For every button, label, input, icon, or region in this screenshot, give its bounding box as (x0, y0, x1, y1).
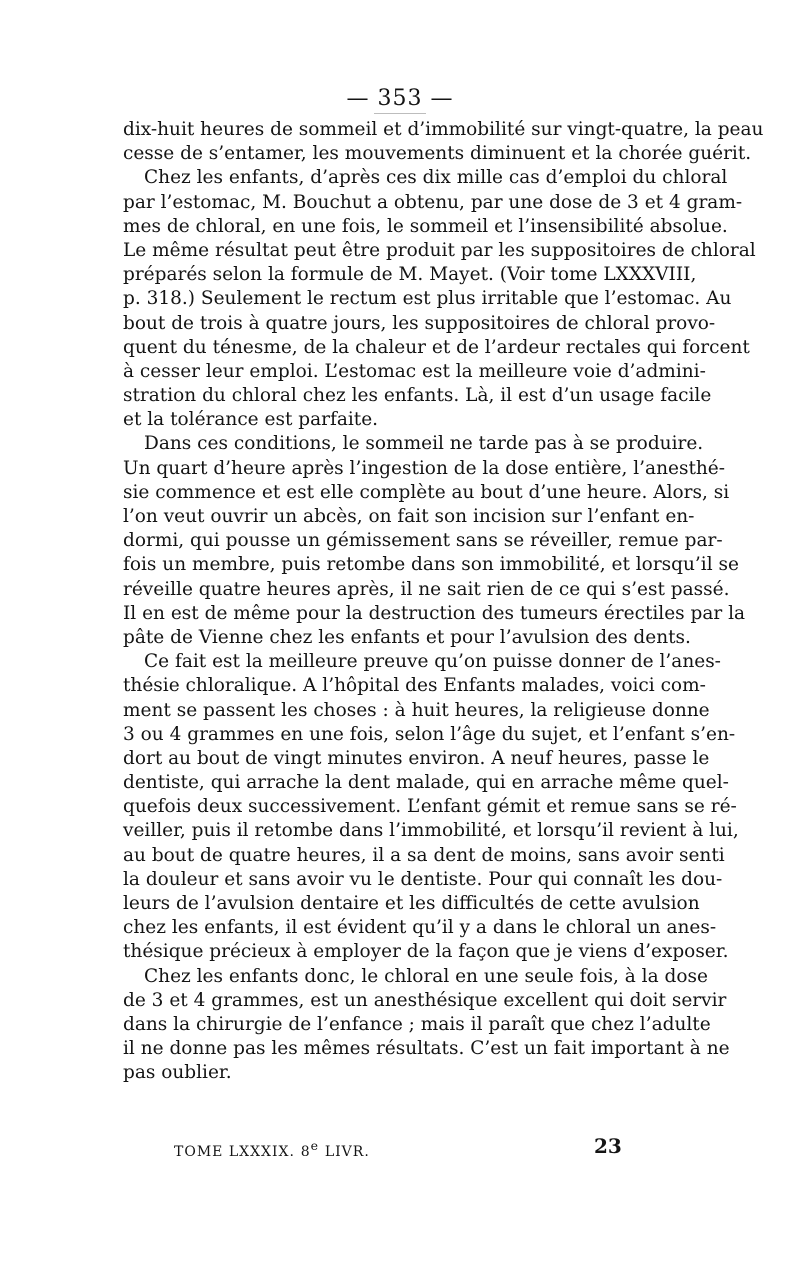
text-line: 3 ou 4 grammes en une fois, selon l’âge du sujet, et l’enfant s’en- (123, 723, 736, 745)
text-line: thésie chloralique. A l’hôpital des Enfants malades, voici com- (123, 675, 706, 697)
text-line: quent du ténesme, de la chaleur et de l’ardeur rectales qui forcent (123, 336, 750, 358)
signature-livr-number: 8 (300, 1144, 311, 1160)
text-line: l’on veut ouvrir un abcès, on fait son incision sur l’enfant en- (123, 506, 695, 527)
text-line: bout de trois à quatre jours, les suppositoires de chloral provo- (123, 312, 716, 334)
text-line: cesse de s’entamer, les mouvements diminuent et la chorée guérit. (123, 143, 752, 165)
text-line: pâte de Vienne chez les enfants et pour l’avulsion des dents. (123, 626, 691, 648)
text-line: la douleur et sans avoir vu le dentiste. Pour qui connaît les dou- (123, 868, 723, 890)
text-line: ment se passent les choses : à huit heures, la religieuse donne (123, 699, 710, 721)
text-line: dix-huit heures de sommeil et d’immobilité sur vingt-quatre, la peau (123, 119, 764, 140)
signature-livr: LIVR. (324, 1144, 370, 1160)
printer-signature (174, 1138, 370, 1160)
text-line: et la tolérance est parfaite. (123, 409, 379, 431)
text-line: p. 318.) Seulement le rectum est plus irritable que l’estomac. Au (123, 288, 732, 310)
text-line: Ce fait est la meilleure preuve qu’on puisse donner de l’anes- (144, 651, 721, 673)
text-line: dans la chirurgie de l’enfance ; mais il paraît que chez l’adulte (123, 1013, 711, 1035)
text-line: au bout de quatre heures, il a sa dent de moins, sans avoir senti (123, 844, 725, 866)
sheet-number: 23 (594, 1134, 622, 1158)
text-line: leurs de l’avulsion dentaire et les difficultés de cette avulsion (123, 893, 700, 914)
text-line: fois un membre, puis retombe dans son immobilité, et lorsqu’il se (123, 554, 739, 576)
text-line: réveille quatre heures après, il ne sait rien de ce qui s’est passé. (123, 578, 730, 600)
text-line: pas oublier. (123, 1062, 232, 1084)
text-line: Chez les enfants donc, le chloral en une seule fois, à la dose (144, 965, 708, 987)
text-line: mes de chloral, en une fois, le sommeil et l’insensibilité absolue. (123, 215, 728, 237)
body-text (123, 118, 764, 1086)
text-line: Le même résultat peut être produit par les suppositoires de chloral (123, 239, 756, 261)
text-line: veiller, puis il retombe dans l’immobilité, et lorsqu’il revient à lui, (123, 820, 739, 842)
text-line: chez les enfants, il est évident qu’il y a dans le chloral un anes- (123, 917, 717, 939)
text-line: de 3 et 4 grammes, est un anesthésique excellent qui doit servir (123, 989, 727, 1011)
text-line: dormi, qui pousse un gémissement sans se réveiller, remue par- (123, 530, 723, 552)
text-line: dort au bout de vingt minutes environ. A neuf heures, passe le (123, 747, 710, 769)
text-line: quefois deux successivement. L’enfant gémit et remue sans se ré- (123, 796, 737, 818)
text-line: il ne donne pas les mêmes résultats. C’est un fait important à ne (123, 1038, 730, 1060)
text-line: Dans ces conditions, le sommeil ne tarde pas à se produire. (144, 433, 704, 455)
text-line: préparés selon la formule de M. Mayet. (Voir tome LXXXVIII, (123, 264, 697, 286)
text-line: thésique précieux à employer de la façon que je viens d’exposer. (123, 941, 729, 963)
text-line: à cesser leur emploi. L’estomac est la meilleure voie d’admini- (123, 360, 706, 382)
signature-tome: TOME LXXXIX. (174, 1144, 295, 1160)
page-number: — 353 — (0, 86, 800, 114)
text-line: Un quart d’heure après l’ingestion de la dose entière, l’anesthé- (123, 457, 725, 479)
text-line: stration du chloral chez les enfants. Là, il est d’un usage facile (123, 385, 712, 407)
text-line: Il en est de même pour la destruction des tumeurs érectiles par la (123, 602, 746, 624)
signature-livr-superscript: e (310, 1138, 320, 1153)
text-line: sie commence et est elle complète au bout d’une heure. Alors, si (123, 481, 730, 503)
text-line: dentiste, qui arrache la dent malade, qui en arrache même quel- (123, 772, 729, 794)
text-line: Chez les enfants, d’après ces dix mille cas d’emploi du chloral (144, 167, 728, 189)
text-line: par l’estomac, M. Bouchut a obtenu, par une dose de 3 et 4 gram- (123, 191, 743, 213)
